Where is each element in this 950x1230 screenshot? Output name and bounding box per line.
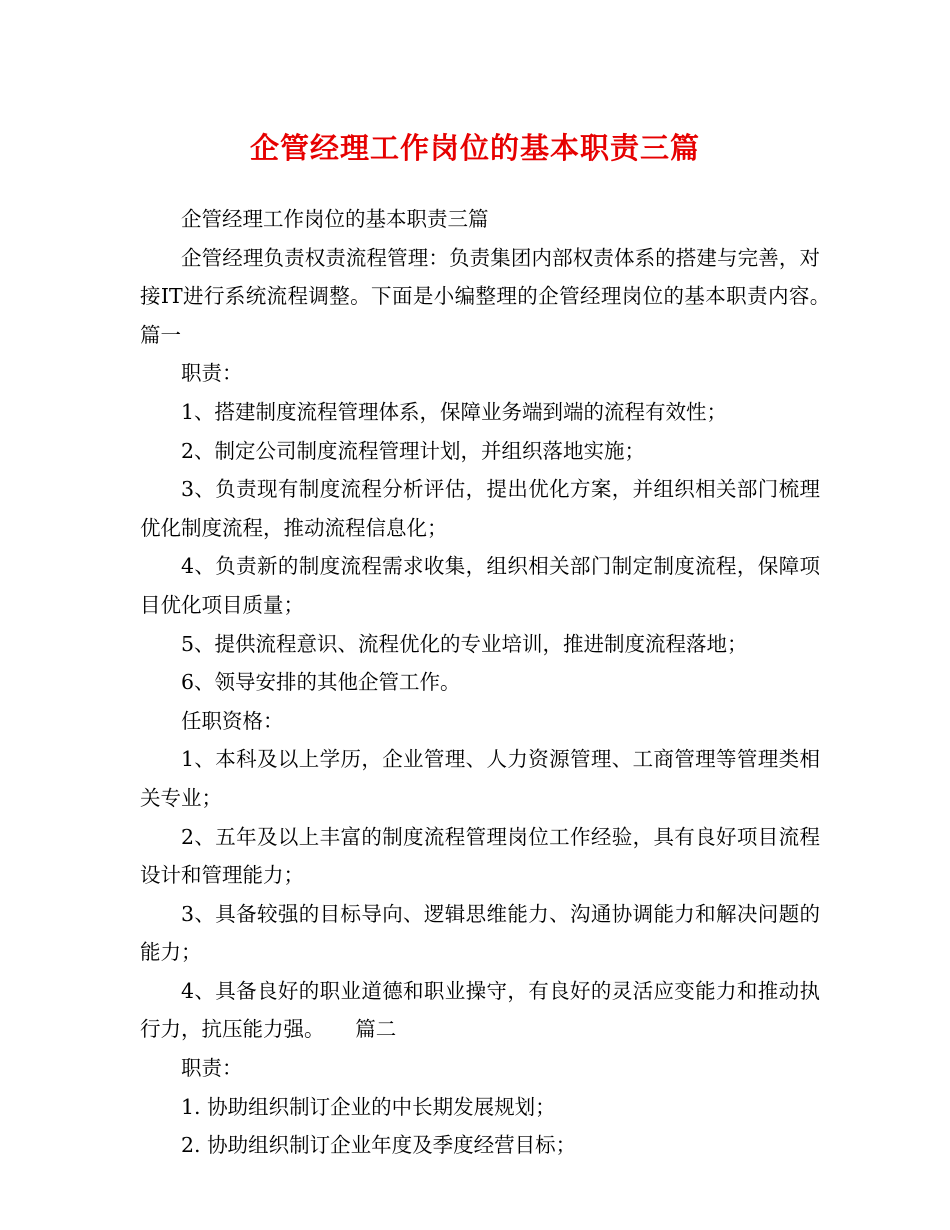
paragraph-duty-2-2: 2. 协助组织制订企业年度及季度经营目标； [181, 1133, 577, 1158]
paragraph-qualification-2: 2、五年及以上丰富的制度流程管理岗位工作经验，具有良好项目流程设计和管理能力； [140, 824, 820, 888]
paragraph-duty-2-1: 1. 协助组织制订企业的中长期发展规划； [181, 1094, 556, 1119]
paragraph-qualification-1: 1、本科及以上学历，企业管理、人力资源管理、工商管理等管理类相关专业； [140, 747, 820, 810]
paragraph-duty-3: 3、负责现有制度流程分析评估，提出优化方案，并组织相关部门梳理优化制度流程，推动流程信息化； [140, 477, 820, 540]
paragraph-duty-1: 1、搭建制度流程管理体系，保障业务端到端的流程有效性； [181, 399, 728, 424]
paragraph-duties-heading-1: 职责： [181, 361, 243, 386]
paragraph-duty-4: 4、负责新的制度流程需求收集，组织相关部门制定制度流程，保障项目优化项目质量； [140, 554, 820, 617]
paragraph-duty-6: 6、领导安排的其他企管工作。 [181, 670, 461, 695]
paragraph-duties-heading-2: 职责： [181, 1056, 243, 1081]
paragraph-duty-5: 5、提供流程意识、流程优化的专业培训，推进制度流程落地； [181, 631, 748, 656]
paragraph-subtitle: 企管经理工作岗位的基本职责三篇 [181, 207, 489, 231]
paragraph-qualification-4: 4、具备良好的职业道德和职业操守，有良好的灵活应变能力和推动执行力，抗压能力强。 篇二 [140, 978, 820, 1042]
document-body [140, 200, 861, 1165]
paragraph-intro: 企管经理负责权责流程管理：负责集团内部权责体系的搭建与完善，对接IT进行系统流程调整。下面是小编整理的企管经理岗位的基本职责内容。 篇一 [140, 245, 861, 347]
paragraph-qualification-3: 3、具备较强的目标导向、逻辑思维能力、沟通协调能力和解决问题的能力； [140, 901, 820, 965]
document-title: 企管经理工作岗位的基本职责三篇 [249, 131, 700, 165]
paragraph-qualifications-heading: 任职资格： [181, 708, 284, 733]
paragraph-duty-2: 2、制定公司制度流程管理计划，并组织落地实施； [181, 438, 646, 463]
